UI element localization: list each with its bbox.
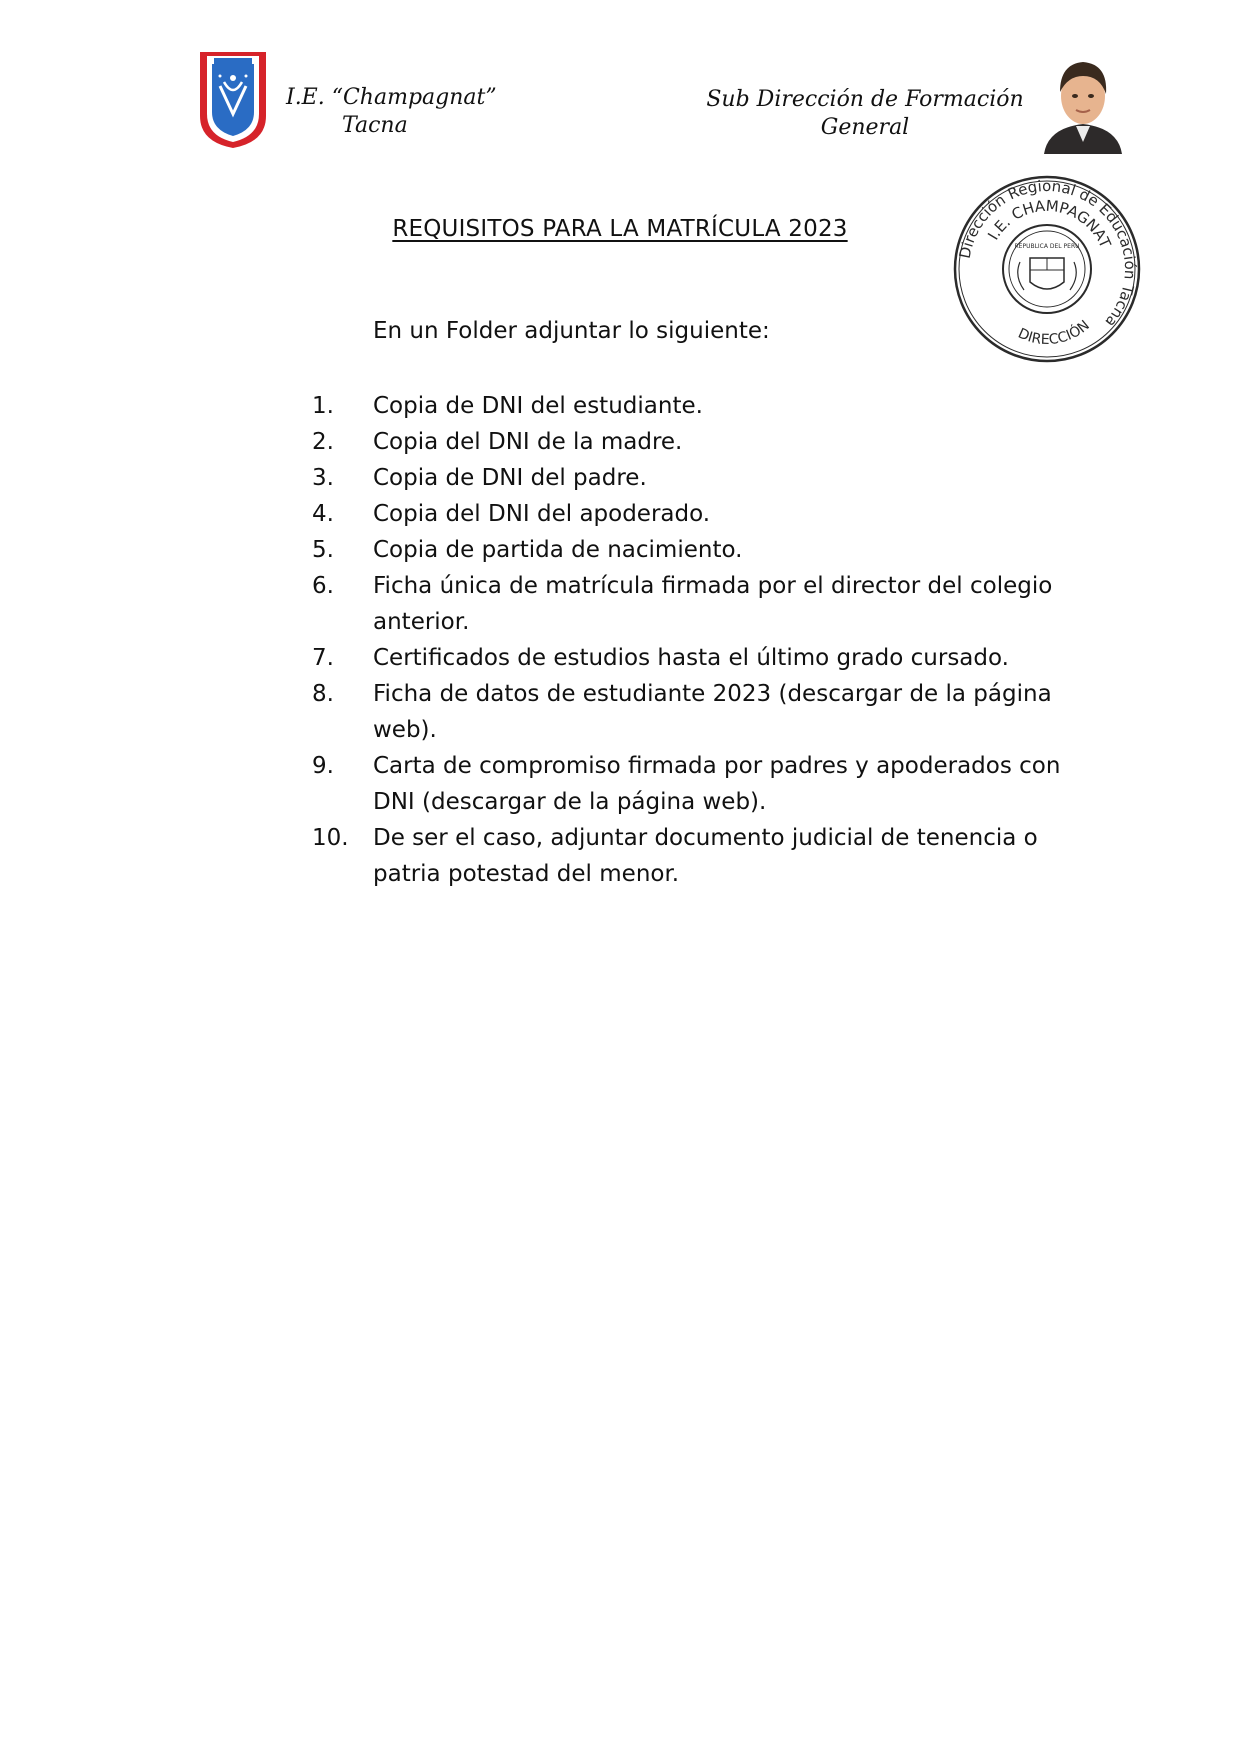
seal-inner-text: I.E. CHAMPAGNAT [984, 196, 1115, 251]
school-name-line1: I.E. “Champagnat” [286, 85, 497, 110]
school-shield-logo [198, 46, 268, 150]
list-item-number: 5. [312, 537, 334, 563]
list-item [312, 820, 1072, 892]
list-item-number: 2. [312, 429, 334, 455]
list-item-text: Ficha de datos de estudiante 2023 (descargar de la página web). [373, 681, 1052, 743]
list-item-text: Copia de DNI del padre. [373, 465, 647, 491]
institution-seal-stamp [950, 172, 1144, 366]
list-item-text: Ficha única de matrícula firmada por el director del colegio anterior. [373, 573, 1053, 635]
list-item-number: 4. [312, 501, 334, 527]
list-item [312, 676, 1072, 748]
list-item [312, 424, 1072, 460]
list-item [312, 748, 1072, 820]
list-item [312, 460, 1072, 496]
list-item [312, 568, 1072, 640]
subdirection-line2: General [820, 115, 910, 140]
list-item-text: De ser el caso, adjuntar documento judicial de tenencia o patria potestad del menor. [373, 825, 1038, 887]
list-item-number: 3. [312, 465, 334, 491]
school-city: Tacna [342, 113, 408, 138]
list-item-text: Certificados de estudios hasta el último grado cursado. [373, 645, 1009, 671]
list-item-number: 6. [312, 573, 334, 599]
list-item-number: 1. [312, 393, 334, 419]
document-title: REQUISITOS PARA LA MATRÍCULA 2023 [392, 216, 848, 242]
intro-text: En un Folder adjuntar lo siguiente: [373, 318, 770, 344]
seal-bottom-text: DIRECCIÓN [1015, 317, 1093, 349]
list-item-text: Copia de DNI del estudiante. [373, 393, 703, 419]
subdirection-name [700, 86, 1030, 142]
requirements-list [312, 388, 1072, 892]
seal-center-text: REPUBLICA DEL PERU [1014, 243, 1080, 250]
list-item-text: Copia del DNI de la madre. [373, 429, 683, 455]
list-item-number: 10. [312, 825, 349, 851]
list-item [312, 640, 1072, 676]
list-item-text: Copia del DNI del apoderado. [373, 501, 711, 527]
founder-portrait-image [1040, 52, 1126, 154]
list-item-number: 7. [312, 645, 334, 671]
list-item-text: Copia de partida de nacimiento. [373, 537, 743, 563]
list-item [312, 496, 1072, 532]
list-item [312, 532, 1072, 568]
list-item-number: 8. [312, 681, 334, 707]
school-name [286, 84, 526, 140]
list-item-text: Carta de compromiso firmada por padres y apoderados con DNI (descargar de la página web). [373, 753, 1061, 815]
subdirection-line1: Sub Dirección de Formación [706, 87, 1024, 112]
list-item [312, 388, 1072, 424]
list-item-number: 9. [312, 753, 334, 779]
svg-text:DIRECCIÓN [1015, 317, 1092, 348]
seal-outer-text: Dirección Regional de Educación Tacna [955, 176, 1140, 331]
